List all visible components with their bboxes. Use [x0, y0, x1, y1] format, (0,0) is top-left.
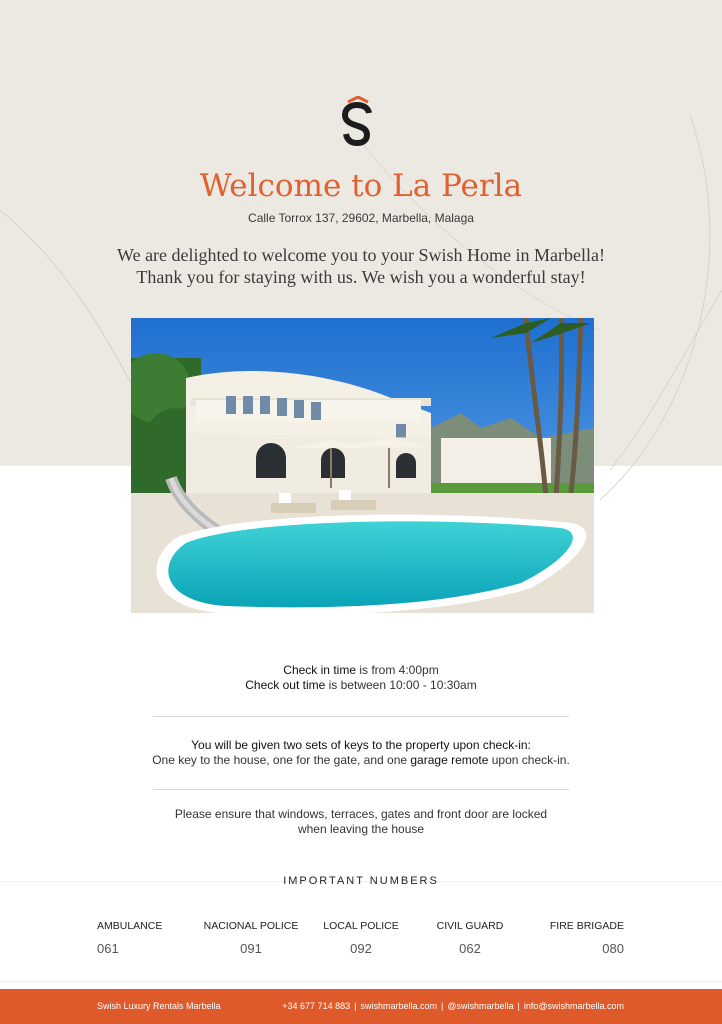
welcome-line-2: Thank you for staying with us. We wish you a wonderful stay!: [136, 267, 586, 287]
number-label: AMBULANCE: [97, 920, 163, 932]
important-numbers-title: IMPORTANT NUMBERS: [283, 875, 439, 887]
footer-separator: |: [354, 1001, 357, 1011]
footer-contacts: [282, 1001, 624, 1011]
number-value: 080: [602, 941, 624, 956]
footer-separator: |: [517, 1001, 520, 1011]
locking-line-1: Please ensure that windows, terraces, gates and front door are locked: [174, 807, 548, 821]
page-title: Welcome to La Perla: [199, 168, 523, 204]
number-label: CIVIL GUARD: [436, 920, 504, 932]
keys-heading: You will be given two sets of keys to the property upon check-in:: [191, 738, 531, 752]
number-local-police: [315, 920, 407, 956]
address: Calle Torrox 137, 29602, Marbella, Malaga: [248, 211, 474, 225]
number-civil-guard: [428, 920, 512, 956]
footer-separator: |: [440, 1001, 444, 1011]
keys-info: [0, 738, 722, 768]
number-value: 061: [97, 941, 119, 956]
locking-info: [0, 807, 722, 837]
footer-email[interactable]: info@swishmarbella.com: [523, 1001, 624, 1011]
footer-bar: [0, 989, 722, 1024]
number-ambulance: [97, 920, 162, 956]
footer-phone[interactable]: +34 677 714 883: [282, 1001, 351, 1011]
footer-brand: Swish Luxury Rentals Marbella: [97, 1001, 221, 1011]
number-label: NACIONAL POLICE: [203, 920, 299, 932]
number-value: 092: [350, 941, 372, 956]
welcome-line-1: We are delighted to welcome you to your Swish Home in Marbella!: [117, 245, 605, 265]
footer-instagram[interactable]: @swishmarbella: [447, 1001, 514, 1011]
checkout-text: is between 10:00 - 10:30am: [325, 678, 477, 692]
keys-line-a: One key to the house, one for the gate, and one: [152, 753, 411, 767]
number-nacional-police: [201, 920, 301, 956]
footer-website[interactable]: swishmarbella.com: [360, 1001, 437, 1011]
checkin-text: is from 4:00pm: [356, 663, 439, 677]
divider: [153, 716, 569, 717]
checkin-info: [0, 663, 722, 693]
number-value: 091: [240, 941, 262, 956]
number-fire-brigade: [544, 920, 624, 956]
checkin-label: Check in time: [283, 663, 356, 677]
checkout-label: Check out time: [245, 678, 326, 692]
locking-line-2: when leaving the house: [297, 822, 425, 836]
number-value: 062: [459, 941, 481, 956]
number-label: FIRE BRIGADE: [549, 920, 624, 932]
swish-logo: [338, 96, 378, 150]
footer-divider: [0, 981, 722, 982]
keys-line-b: upon check-in.: [488, 753, 570, 767]
divider: [153, 789, 569, 790]
number-label: LOCAL POLICE: [323, 920, 399, 932]
villa-photo: [131, 318, 594, 613]
welcome-message: [0, 244, 722, 288]
logo-s-icon: [338, 96, 378, 150]
keys-garage-remote: garage remote: [410, 753, 489, 767]
